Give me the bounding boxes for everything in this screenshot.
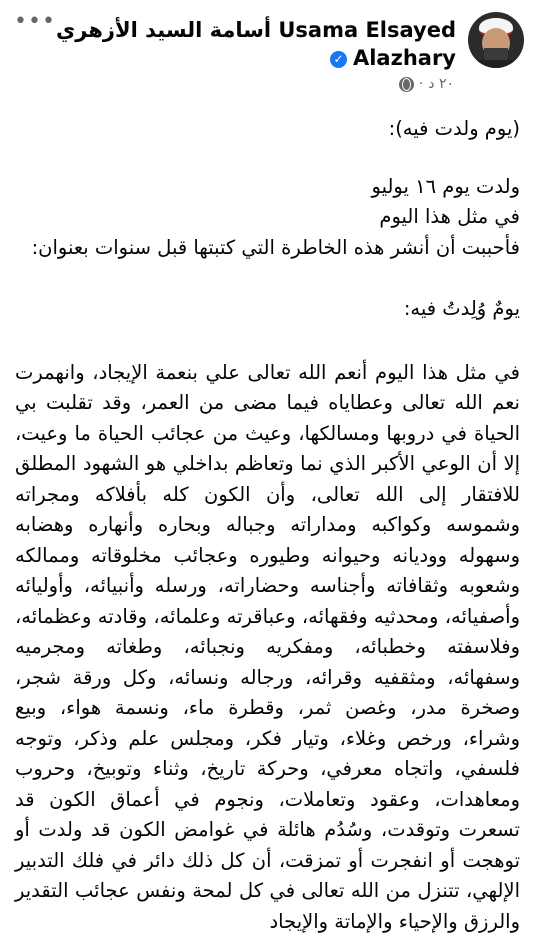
post-body [15,114,520,937]
post-timestamp[interactable]: ٢٠ د [428,76,454,92]
meta-separator: · [419,76,423,92]
globe-icon[interactable] [399,77,414,92]
avatar[interactable] [468,12,524,68]
post-intro-line: في مثل هذا اليوم [15,202,520,233]
post-intro-line: ولدت يوم ١٦ يوليو [15,172,520,203]
post-meta [399,76,454,92]
avatar-robe [472,60,520,68]
verified-badge-icon: ✓ [330,51,347,68]
post-intro-line: فأحببت أن أنشر هذه الخاطرة التي كتبتها قبل سنوات بعنوان: [15,233,520,264]
author-name-line2[interactable] [56,44,456,72]
more-options-icon[interactable]: ••• [14,14,56,30]
post-heading: (يوم ولدت فيه): [15,114,520,145]
author-name[interactable]: أسامة السيد الأزهري Usama Elsayed [56,15,456,45]
post-subtitle: يومٌ وُلِدتُ فيه: [15,294,520,325]
post-paragraph: في مثل هذا اليوم أنعم الله تعالى علي بنعمة الإيجاد، وانهمرت نعم الله تعالى وعطاياه فيما مضى من العمر، وقد تقلبت بي الحياة في دروبها ومسالكها، وعيث من عجائب الحياة ما وعيت، إلا أن الوعي الأكبر الذي نما وتعاظم بداخلي هو الشهود المطلق للافتقار إلى الله تعالى، وأن الكون كله بأفلاكه ومجراته وشموسه وكواكبه ومداراته وجباله وبحاره وأنهاره وهضابه وسهوله ووديانه وحيوانه وطيوره وعجائب مخلوقاته وممالكه وشعوبه وثقافاته وأجناسه وحضاراته، ورسله وأنبيائه، وأوليائه وأصفيائه، ومحدثيه وفقهائه، وعباقرته وعلمائه، وقادته وعظمائه، وفلاسفته وخطبائه، ومفكريه ونجبائه، وطغاته ومجرميه وسفهائه، ومثقفيه وقرائه، ورجاله ونسائه، وكل ورقة شجر، وصخرة مدر، وغصن ثمر، وقطرة ماء، ونسمة هواء، وبيع وشراء، ورخص وغلاء، وتيار فكر، ومجلس علم وذكر، وتوجه فلسفي، واتجاه معرفي، وحركة تاريخ، وثناء وتوبيخ، وحروب ومعاهدات، وعقود وتعاملات، ونجوم في أعماق الكون قد تسعرت وتوقدت، وسُدُم هائلة في غوامض الكون قد ولدت أو توهجت أو انفجرت أو تمزقت، أن كل ذلك دائر في فلك التدبير الإلهي، تتنزل من الله تعالى في كل لمحة ونفس عجائب التقدير والرزق والإحياء والإماتة والإيجاد [15,358,520,937]
author-name-suffix: Alazhary [353,46,456,70]
